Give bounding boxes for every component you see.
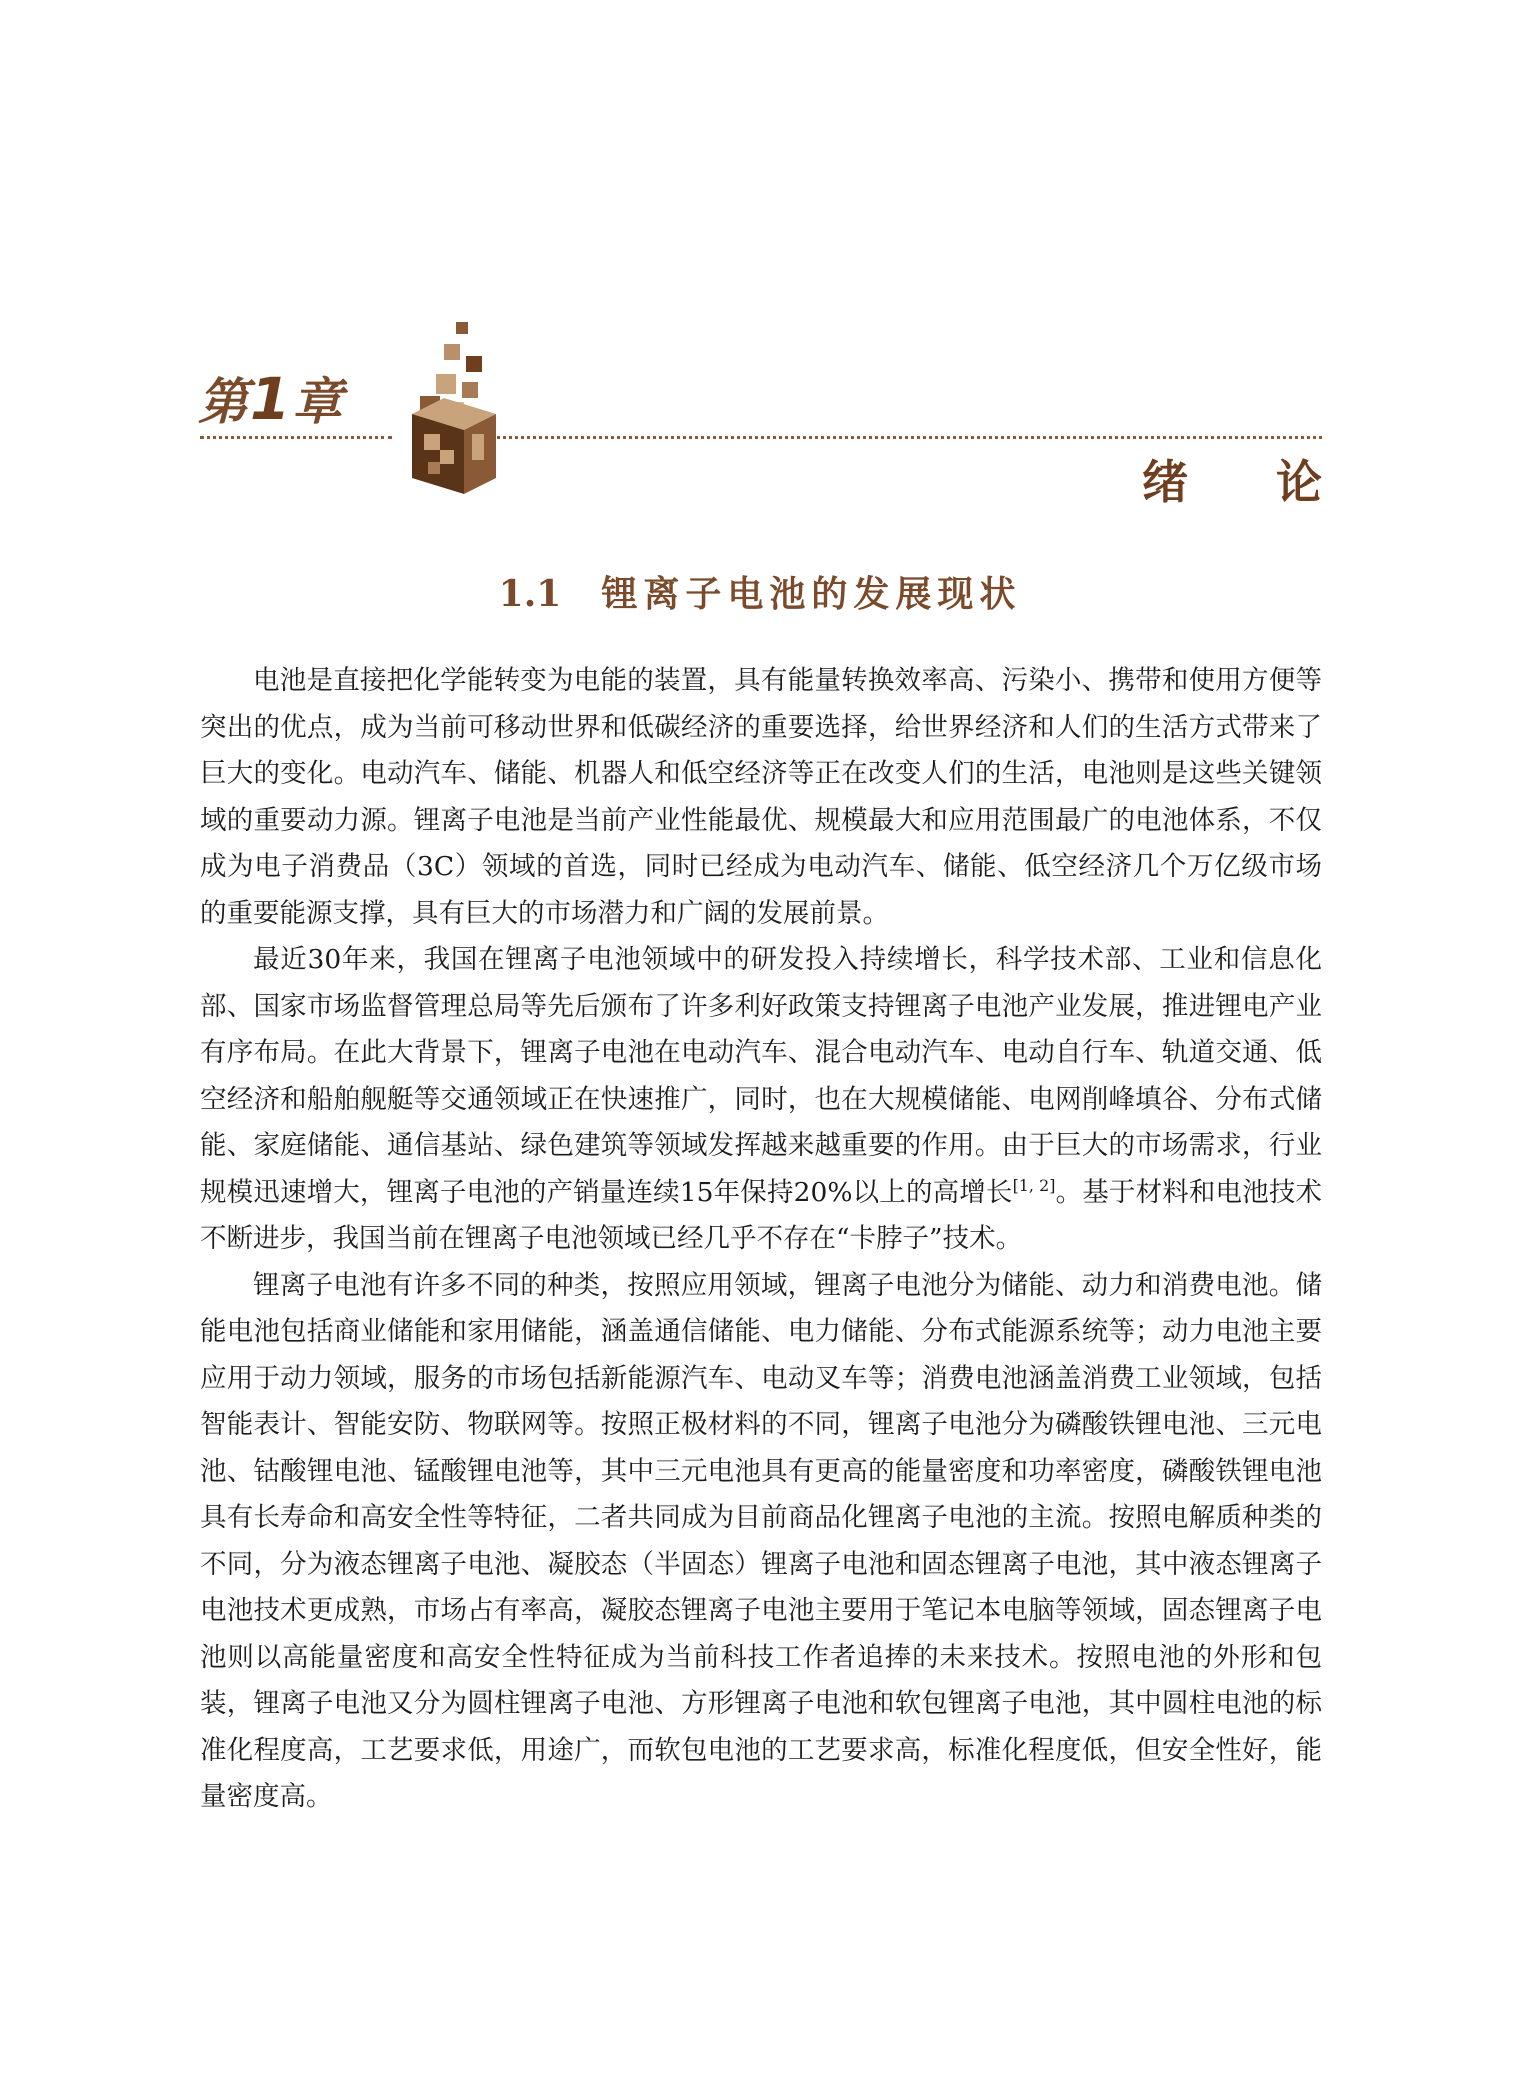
chapter-title: 绪论 [1142, 455, 1410, 509]
chapter-header [0, 0, 1520, 520]
paragraph-1: 电池是直接把化学能转变为电能的装置，具有能量转换效率高、污染小、携带和使用方便等突出的优点，成为当前可移动世界和低碳经济的重要选择，给世界经济和人们的生活方式带来了巨大的变化。电动汽车、储能、机器人和低空经济等正在改变人们的生活，电池则是这些关键领域的重要动力源。锂离子电池是当前产业性能最优、规模最大和应用范围最广的电池体系，不仅成为电子消费品（3C）领域的首选，同时已经成为电动汽车、储能、低空经济几个万亿级市场的重要能源支撑，具有巨大的市场潜力和广阔的发展前景。 [200, 665, 1322, 929]
section-title: 锂离子电池的发展现状 [601, 573, 1022, 615]
chapter-rule-right [492, 436, 1322, 439]
chapter-number: 1 [250, 365, 293, 433]
chapter-emblem-icon [384, 322, 502, 498]
paragraph-2-text-b: 。基于材料和电池技术不断进步，我国当前在锂离子电池领域已经几乎不存在“卡脖子”技术。 [200, 1176, 1323, 1254]
section-number: 1.1 [498, 573, 562, 615]
chapter-label [198, 362, 344, 434]
chapter-label-suffix: 章 [292, 373, 345, 431]
chapter-label-prefix: 第 [198, 373, 250, 431]
body-text [200, 658, 1322, 1821]
section-heading [0, 566, 1520, 617]
paragraph-3: 锂离子电池有许多不同的种类，按照应用领域，锂离子电池分为储能、动力和消费电池。储能电池包括商业储能和家用储能，涵盖通信储能、电力储能、分布式能源系统等；动力电池主要应用于动力领域，服务的市场包括新能源汽车、电动叉车等；消费电池涵盖消费工业领域，包括智能表计、智能安防、物联网等。按照正极材料的不同，锂离子电池分为磷酸铁锂电池、三元电池、钴酸锂电池、锰酸锂电池等，其中三元电池具有更高的能量密度和功率密度，磷酸铁锂电池具有长寿命和高安全性等特征，二者共同成为目前商品化锂离子电池的主流。按照电解质种类的不同，分为液态锂离子电池、凝胶态（半固态）锂离子电池和固态锂离子电池，其中液态锂离子电池技术更成熟，市场占有率高，凝胶态锂离子电池主要用于笔记本电脑等领域，固态锂离子电池则以高能量密度和高安全性特征成为当前科技工作者追捧的未来技术。按照电池的外形和包装，锂离子电池又分为圆柱锂离子电池、方形锂离子电池和软包锂离子电池，其中圆柱电池的标准化程度高，工艺要求低，用途广，而软包电池的工艺要求高，标准化程度低，但安全性好，能量密度高。 [200, 1269, 1322, 1812]
citation-ref[interactable]: [1, 2] [1012, 1175, 1056, 1195]
paragraph-2 [200, 937, 1322, 1263]
paragraph-2-text-a: 最近30年来，我国在锂离子电池领域中的研发投入持续增长，科学技术部、工业和信息化部、国家市场监督管理总局等先后颁布了许多利好政策支持锂离子电池产业发展，推进锂电产业有序布局。在此大背景下，锂离子电池在电动汽车、混合电动汽车、电动自行车、轨道交通、低空经济和船舶舰艇等交通领域正在快速推广，同时，也在大规模储能、电网削峰填谷、分布式储能、家庭储能、通信基站、绿色建筑等领域发挥越来越重要的作用。由于巨大的市场需求，行业规模迅速增大，锂离子电池的产销量连续15年保持20%以上的高增长 [200, 944, 1322, 1208]
chapter-rule-left [200, 436, 392, 439]
